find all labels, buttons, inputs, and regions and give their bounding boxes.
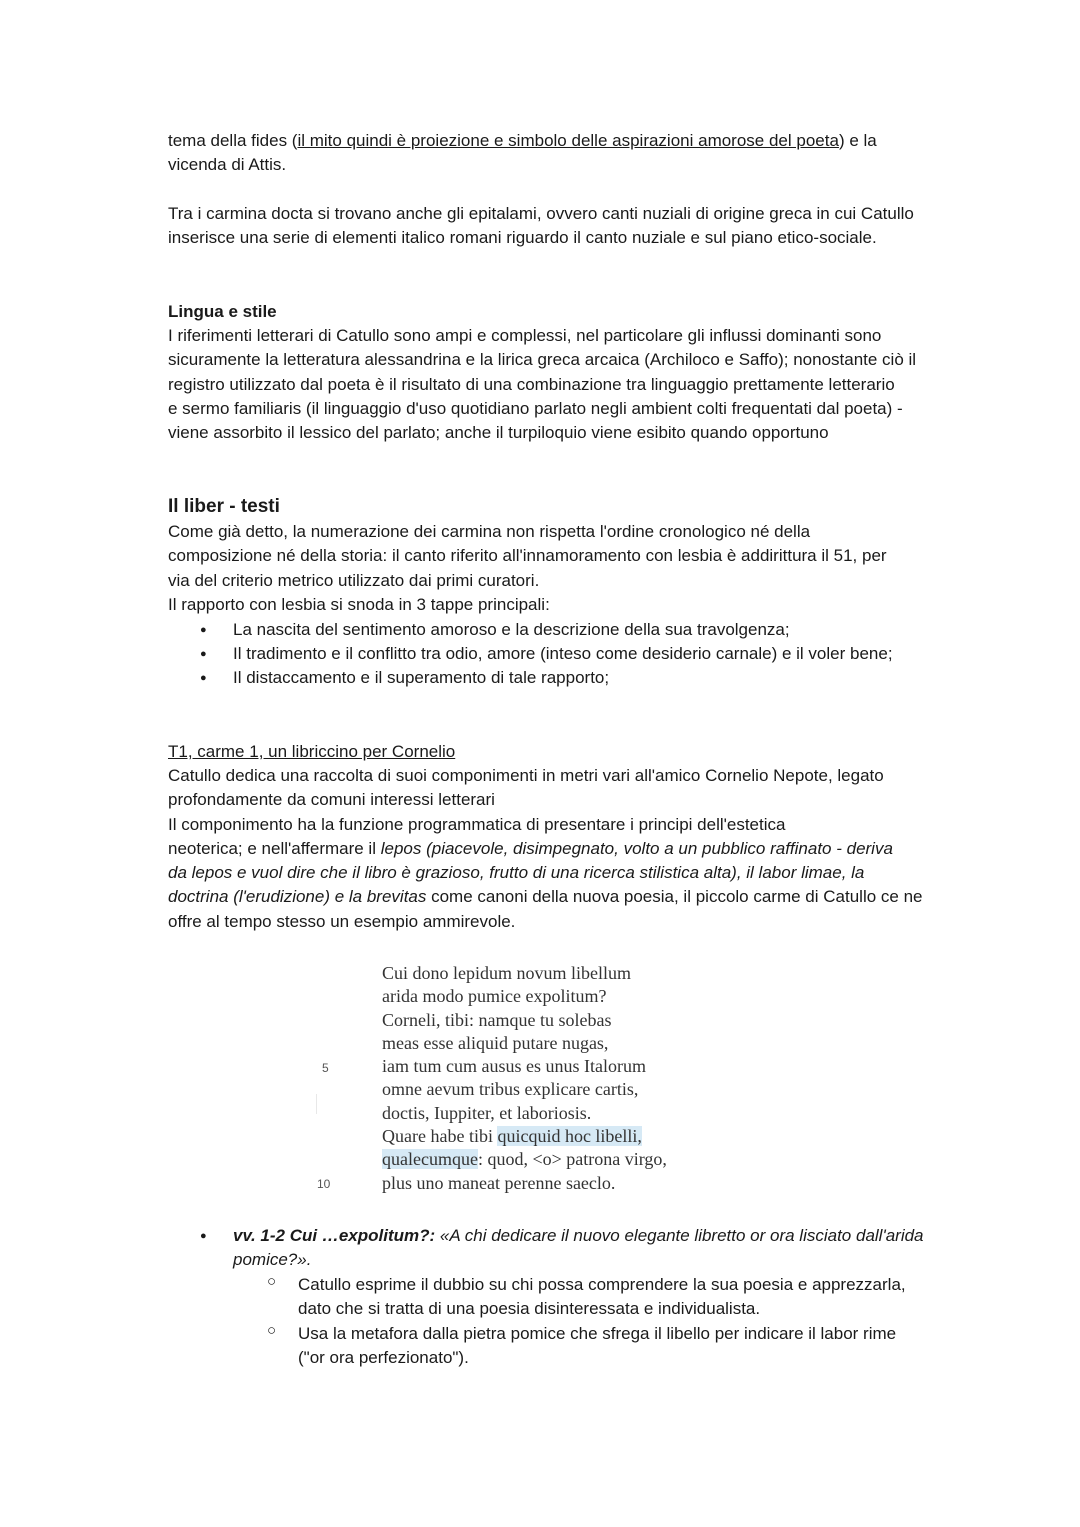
liber-line: via del criterio metrico utilizzato dai primi curatori.: [168, 570, 540, 590]
poem-verse: omne aevum tribus explicare cartis,: [382, 1079, 639, 1100]
poem-verse: plus uno maneat perenne saeclo.: [382, 1172, 616, 1193]
poem-verse: iam tum cum ausus es unus Italorum: [382, 1056, 646, 1077]
intro-line-1: [168, 129, 988, 153]
t1-heading: T1, carme 1, un libriccino per Cornelio: [168, 742, 456, 761]
lingua-line: I riferimenti letterari di Catullo sono ampi e complessi, nel particolare gli influssi dominanti sono: [168, 326, 882, 345]
intro-text-end: ) e la: [838, 131, 877, 150]
t1-line: profondamente da comuni interessi letterari: [168, 790, 495, 810]
bullet-text: La nascita del sentimento amoroso e la descrizione della sua travolgenza;: [233, 620, 790, 639]
note-translation-end: pomice?».: [233, 1250, 312, 1269]
intro-line-2: vicenda di Attis.: [168, 155, 287, 175]
sub-note-line: Catullo esprime il dubbio su chi possa comprendere la sua poesia e apprezzarla,: [298, 1275, 906, 1294]
poem-verse: doctis, Iuppiter, et laboriosis.: [382, 1102, 592, 1123]
epitalami-paragraph: [168, 202, 988, 251]
t1-line: da lepos e vuol dire che il libro è grazioso, frutto di una ricerca stilistica alta), il labor limae, la: [168, 863, 865, 883]
sub-bullet-icon: ○: [267, 1322, 277, 1339]
bullet-icon: ●: [200, 648, 207, 660]
verse-number-10: 10: [317, 1177, 331, 1191]
t1-line: Catullo dedica una raccolta di suoi componimenti in metri vari all'amico Cornelio Nepote, legato: [168, 766, 884, 785]
verse-number-5: 5: [322, 1061, 329, 1075]
epitalami-line: Tra i carmina docta si trovano anche gli epitalami, ovvero canti nuziali di origine greca in cui Catullo: [168, 204, 914, 223]
lingua-line: registro utilizzato dal poeta è il risultato di una combinazione tra linguaggio prettamente letterario: [168, 374, 895, 394]
poem-verse: [382, 1148, 802, 1171]
sub-note-line: Usa la metafora dalla pietra pomice che sfrega il libello per indicare il labor rime: [298, 1324, 897, 1343]
lingua-line: sicuramente la letteratura alessandrina e la lirica greca arcaica (Archiloco e Saffo); nonostante ciò il: [168, 350, 917, 370]
sub-bullet-icon: ○: [267, 1273, 277, 1290]
lingua-line: e sermo familiaris (il linguaggio d'uso quotidiano parlato negli ambient colti frequentati dal poeta) -: [168, 398, 903, 418]
poem-verse: Cui dono lepidum novum libellum: [382, 963, 631, 983]
intro-text: tema della fides (: [168, 131, 298, 150]
epitalami-line: inserisce una serie di elementi italico romani riguardo il canto nuziale e sul piano etico-sociale.: [168, 228, 877, 248]
note-reference: vv. 1-2 Cui …expolitum?:: [233, 1226, 436, 1245]
highlighted-text: quicquid hoc libelli,: [497, 1126, 642, 1147]
bullet-text: Il tradimento e il conflitto tra odio, amore (inteso come desiderio carnale) e il voler bene;: [233, 644, 893, 663]
t1-line: offre al tempo stesso un esempio ammirevole.: [168, 911, 516, 931]
t1-italic-text: lepos (piacevole, disimpegnato, volto a un pubblico raffinato - deriva: [380, 838, 893, 858]
verse-text: Quare habe tibi: [382, 1126, 498, 1147]
bullet-text: Il distaccamento e il superamento di tale rapporto;: [233, 668, 610, 687]
poem-divider: [316, 1094, 317, 1114]
verse-text: : quod, <o> patrona virgo,: [477, 1149, 667, 1170]
bullet-icon: ●: [200, 624, 207, 636]
t1-line: [168, 837, 988, 861]
t1-italic-text: doctrina (l'erudizione) e la brevitas: [168, 887, 427, 907]
t1-text: come canoni della nuova poesia, il piccolo carme di Catullo ce ne: [426, 887, 923, 907]
poem-verse: [382, 1125, 802, 1148]
bullet-icon: ●: [200, 1230, 207, 1242]
liber-paragraph: [168, 520, 988, 617]
lingua-paragraph: [168, 324, 988, 445]
note-main-line: [233, 1224, 1053, 1248]
intro-paragraph: [168, 129, 988, 178]
poem-verse: meas esse aliquid putare nugas,: [382, 1032, 609, 1053]
sub-note-line: dato che si tratta di una poesia disinteressata e individualista.: [298, 1299, 761, 1318]
highlighted-text: qualecumque: [382, 1149, 478, 1170]
liber-heading: Il liber - testi: [168, 496, 280, 517]
poem-verse: arida modo pumice expolitum?: [382, 986, 607, 1007]
poem-verse: Corneli, tibi: namque tu solebas: [382, 1009, 612, 1030]
liber-line: Come già detto, la numerazione dei carmina non rispetta l'ordine cronologico né della: [168, 522, 811, 541]
sub-note-line: ("or ora perfezionato").: [298, 1348, 469, 1367]
t1-text: neoterica; e nell'affermare il: [168, 838, 381, 858]
lingua-line: viene assorbito il lessico del parlato; anche il turpiloquio viene esibito quando opportuno: [168, 423, 829, 443]
liber-line: Il rapporto con lesbia si snoda in 3 tappe principali:: [168, 594, 550, 614]
lingua-heading: Lingua e stile: [168, 302, 277, 321]
intro-underlined-text: il mito quindi è proiezione e simbolo delle aspirazioni amorose del poeta: [297, 131, 839, 150]
bullet-icon: ●: [200, 672, 207, 684]
t1-line: Il componimento ha la funzione programmatica di presentare i principi dell'estetica: [168, 814, 786, 834]
note-translation: «A chi dedicare il nuovo elegante libretto or ora lisciato dall'arida: [435, 1226, 924, 1245]
poem-text: [382, 962, 802, 1195]
t1-line: [168, 885, 988, 909]
t1-paragraph: [168, 764, 988, 934]
liber-line: composizione né della storia: il canto riferito all'innamoramento con lesbia è addirittura il 51, per: [168, 546, 887, 566]
